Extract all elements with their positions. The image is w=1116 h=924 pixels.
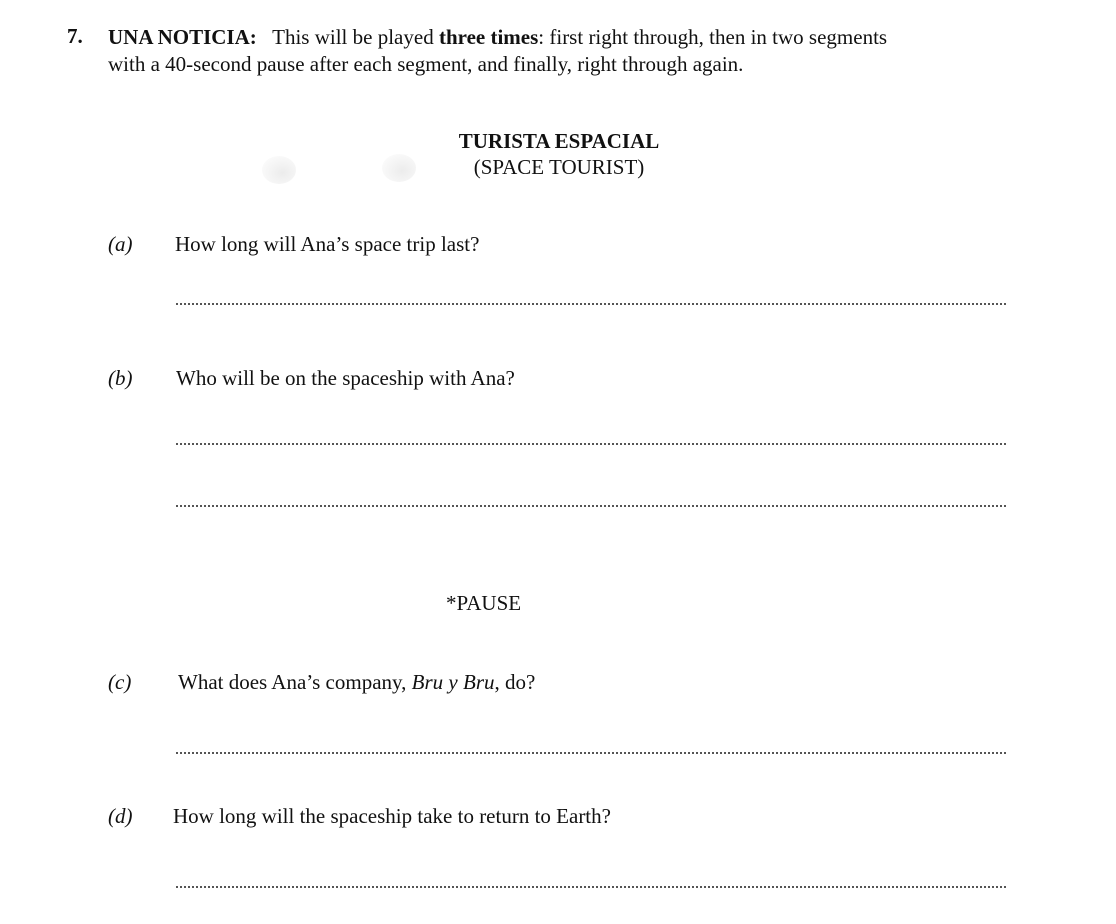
item-b-answer-line-2[interactable] [176,505,1006,507]
item-c-question [178,670,535,695]
title-english: (SPACE TOURIST) [473,155,645,179]
item-a-question: How long will Ana’s space trip last? [175,232,480,256]
intro-part-2: : first right through, then in two segments [538,25,888,49]
item-c-text-after: , do? [494,670,536,694]
title-spanish: TURISTA ESPACIAL [458,129,660,153]
question-instructions [108,24,887,78]
item-b-letter: (b) [108,366,133,390]
scan-smudge [382,154,416,182]
company-name: Bru y Bru [411,670,495,694]
item-a-letter: (a) [108,232,133,256]
item-a-answer-line[interactable] [176,303,1006,305]
item-d-answer-line[interactable] [176,886,1006,888]
item-c-answer-line[interactable] [176,752,1006,754]
item-b-question: Who will be on the spaceship with Ana? [176,366,515,390]
item-b-answer-line-1[interactable] [176,443,1006,445]
instructions-line-2: with a 40-second pause after each segment, and finally, right through again. [108,52,744,76]
item-d-letter: (d) [108,804,133,828]
intro-part-1: This will be played [272,25,439,49]
item-c-letter: (c) [108,670,132,694]
item-d-question: How long will the spaceship take to return to Earth? [173,804,611,828]
passage-title [446,128,672,180]
item-c-text-before: What does Ana’s company, [178,670,412,694]
intro-bold: three times [438,25,539,49]
scan-smudge [262,156,296,184]
question-number: 7. [67,24,83,48]
pause-label: *PAUSE [446,591,522,615]
instructions-line-1 [108,24,887,51]
question-heading: UNA NOTICIA: [108,25,257,49]
